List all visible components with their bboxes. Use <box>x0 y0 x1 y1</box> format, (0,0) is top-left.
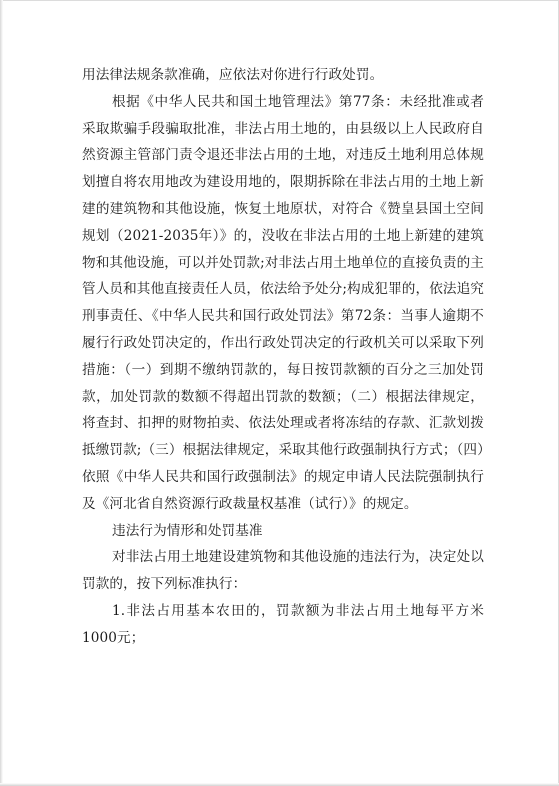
section-heading: 违法行为情形和处罚基准 <box>112 522 263 539</box>
paragraph-continuation: 用法律法规条款准确，应依法对你进行行政处罚。 <box>82 67 384 83</box>
list-item: 1.非法占用基本农田的，罚款额为非法占用土地每平方米 1000元； <box>82 602 484 646</box>
paragraph-legal-basis: 根据《中华人民共和国土地管理法》第77条：未经批准或者采取欺骗手段骗取批准，非法占用土地的，由县级以上人民政府自然资源主管部门责令退还非法占用的土地，对违反土地利用总体规划擅自将农用地改为建设用地的，限期拆除在非法占用的土地上新建的建筑物和其他设施，恢复土地原状，对符合《赞皇县国土空间规划（2021-2035年）》的，没收在非法占用的土地上新建的建筑物和其他设施，可以并处罚款;对非法占用土地单位的直接负责的主管人员和其他直接责任人员，依法给予处分;构成犯罪的，依法追究刑事责任、《中华人民共和国行政处罚法》第72条：当事人逾期不履行行政处罚决定的，作出行政处罚决定的行政机关可以采取下列措施：（一）到期不缴纳罚款的，每日按罚款额的百分之三加处罚款，加处罚款的数额不得超出罚款的数额；（二）根据法律规定，将查封、扣押的财物拍卖、依法处理或者将冻结的存款、汇款划拨抵缴罚款;（三）根据法律规定，采取其他行政强制执行方式；（四）依照《中华人民共和国行政强制法》的规定申请人民法院强制执行及《河北省自然资源行政裁量权基准（试行）》的规定。 <box>82 93 484 512</box>
page-content <box>82 62 484 652</box>
section-intro: 对非法占用土地建设建筑物和其他设施的违法行为，决定处以罚款的，按下列标准执行： <box>82 549 484 593</box>
scan-edge-left <box>0 0 3 786</box>
